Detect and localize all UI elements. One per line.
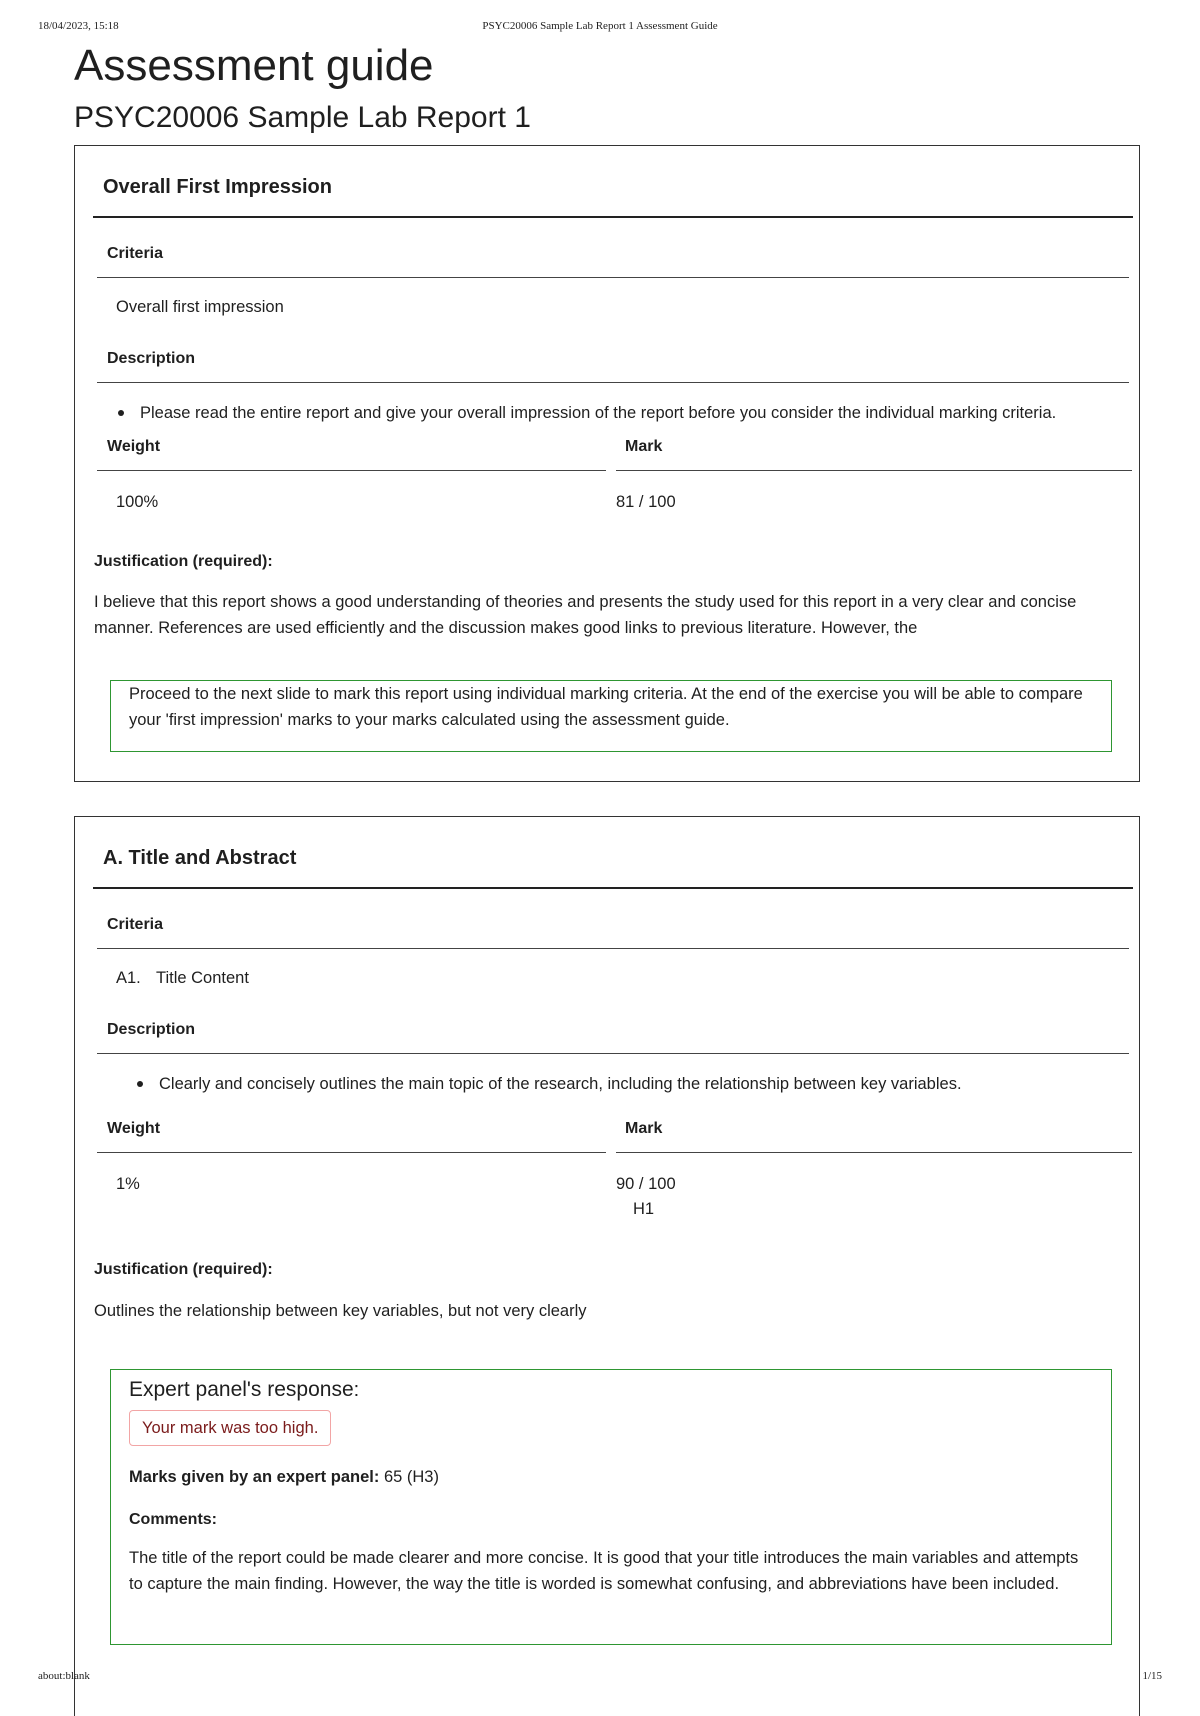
weight-label: Weight [107,1120,161,1137]
divider [616,1152,1132,1153]
description-item: Clearly and concisely outlines the main topic of the research, including the relationship between key variables. [159,1073,1119,1095]
print-page-number: 1/15 [1142,1670,1162,1682]
section-heading: Overall First Impression [103,176,332,198]
instruction-note-box [110,680,1112,752]
description-label: Description [107,350,196,367]
divider [616,470,1132,471]
description-item: Please read the entire report and give your overall impression of the report before you consider the individual marking criteria. [140,402,1130,424]
justification-label: Justification (required): [94,553,273,570]
divider [93,216,1133,218]
divider [97,948,1129,949]
expert-response-title-text: Expert panel's response [129,1378,354,1401]
criteria-label: Criteria [107,916,164,933]
weight-value: 1% [116,1175,140,1193]
mark-grade: H1 [633,1200,655,1218]
print-footer [0,1670,1200,1686]
section-card-overall-impression [74,145,1140,782]
print-date: 18/04/2023, 15:18 [38,20,119,32]
weight-value: 100% [116,493,159,511]
divider [93,887,1133,889]
divider [97,1152,606,1153]
comments-label: Comments: [129,1511,218,1528]
divider [97,1053,1129,1054]
criteria-label: Criteria [107,245,164,262]
page-subtitle: PSYC20006 Sample Lab Report 1 [74,101,531,134]
expert-response-title [129,1376,359,1404]
expert-response-title-colon: : [353,1379,360,1401]
criteria-number: A1. [116,969,141,987]
justification-label: Justification (required): [94,1261,273,1278]
mark-value: 90 / 100 [616,1175,676,1193]
divider [97,382,1129,383]
expert-marks-line [129,1466,439,1488]
print-url: about:blank [38,1670,90,1682]
description-label: Description [107,1021,196,1038]
justification-text: I believe that this report shows a good understanding of theories and presents the study used for this report in a very clear and concise manner. References are used efficiently and the discussion makes good links to previous literature. However, the [94,593,1077,637]
mark-value: 81 / 100 [616,493,676,511]
justification-text: Outlines the relationship between key variables, but not very clearly [94,1302,587,1320]
divider [97,277,1129,278]
criteria-value: Overall first impression [116,298,284,316]
page-title: Assessment guide [74,41,434,90]
expert-response-box [110,1369,1112,1645]
section-card-title-abstract [74,816,1140,1716]
instruction-note-text: Proceed to the next slide to mark this report using individual marking criteria. At the end of the exercise you will be able to compare your 'first impression' marks to your marks calculated using the assessment guide. [129,685,1083,729]
comments-text: The title of the report could be made clearer and more concise. It is good that your title introduces the main variables and attempts to capture the main finding. However, the way the title is worded is somewhat confusing, and abbreviations have been included. [129,1549,1079,1593]
criteria-value: Title Content [156,969,249,987]
print-document-title: PSYC20006 Sample Lab Report 1 Assessment Guide [482,20,718,32]
expert-marks-value: 65 (H3) [383,1468,439,1486]
mark-label: Mark [625,438,663,455]
expert-marks-label: Marks given by an expert panel: [129,1468,380,1486]
mark-label: Mark [625,1120,663,1137]
divider [97,470,606,471]
mark-too-high-alert: Your mark was too high. [129,1410,331,1446]
section-heading: A. Title and Abstract [103,847,297,869]
weight-label: Weight [107,438,161,455]
print-header [0,20,1200,36]
